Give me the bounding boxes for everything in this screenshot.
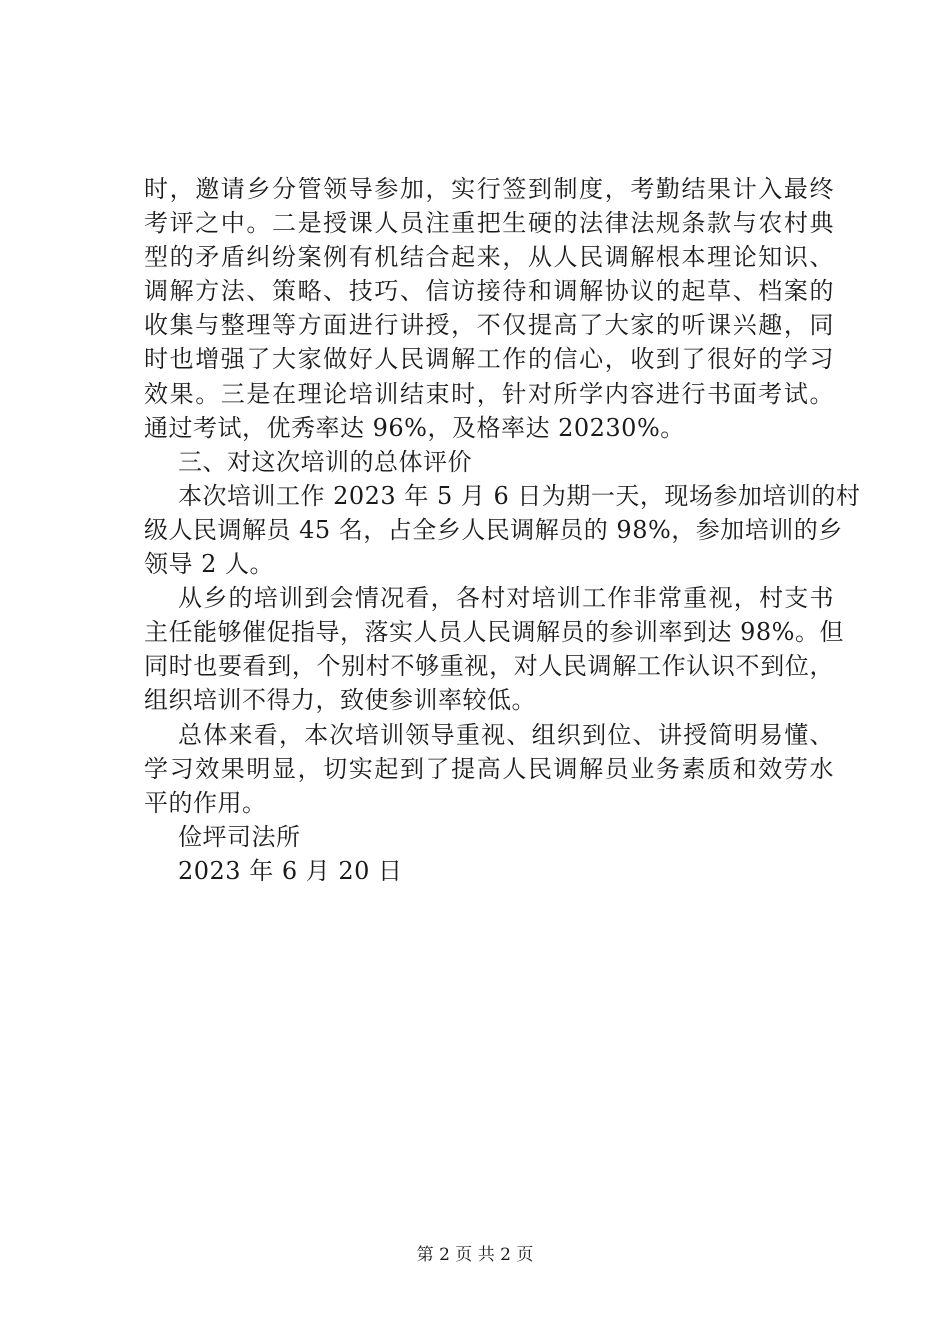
paragraph-line: 调解方法、策略、技巧、信访接待和调解协议的起草、档案的 [144, 277, 834, 306]
paragraph-line: 领导 2 人。 [144, 550, 275, 579]
page-indicator: 第 2 页 共 2 页 [416, 1245, 534, 1265]
paragraph-line: 同时也要看到，个别村不够重视，对人民调解工作认识不到位， [144, 652, 834, 681]
paragraph-line: 总体来看，本次培训领导重视、组织到位、讲授简明易懂、 [178, 720, 834, 749]
signature-organization: 俭坪司法所 [178, 822, 301, 851]
paragraph-line: 考评之中。二是授课人员注重把生硬的法律法规条款与农村典 [144, 209, 834, 238]
section-heading: 三、对这次培训的总体评价 [178, 447, 472, 476]
paragraph-line: 本次培训工作 2023 年 5 月 6 日为期一天，现场参加培训的村 [178, 481, 861, 510]
paragraph-line: 级人民调解员 45 名，占全乡人民调解员的 98%，参加培训的乡 [144, 515, 843, 544]
signature-date: 2023 年 6 月 20 日 [178, 856, 403, 885]
paragraph-line: 主任能够催促指导，落实人员人民调解员的参训率到达 98%。但 [144, 618, 844, 647]
page-footer [0, 1243, 950, 1267]
paragraph-line: 学习效果明显，切实起到了提高人民调解员业务素质和效劳水 [144, 754, 834, 783]
paragraph-line: 收集与整理等方面进行讲授，不仅提高了大家的听课兴趣，同 [144, 311, 834, 340]
paragraph-line: 型的矛盾纠纷案例有机结合起来，从人民调解根本理论知识、 [144, 243, 834, 272]
paragraph-line: 时也增强了大家做好人民调解工作的信心，收到了很好的学习 [144, 345, 834, 374]
paragraph-line: 平的作用。 [144, 788, 267, 817]
paragraph-line: 从乡的培训到会情况看，各村对培训工作非常重视，村支书 [178, 584, 834, 613]
paragraph-line: 通过考试，优秀率达 96%，及格率达 20230%。 [144, 413, 685, 442]
paragraph-line: 效果。三是在理论培训结束时，针对所学内容进行书面考试。 [144, 379, 834, 408]
document-body [144, 172, 861, 888]
paragraph-line: 时，邀请乡分管领导参加，实行签到制度，考勤结果计入最终 [144, 175, 834, 203]
paragraph-line: 组织培训不得力，致使参训率较低。 [144, 686, 536, 715]
